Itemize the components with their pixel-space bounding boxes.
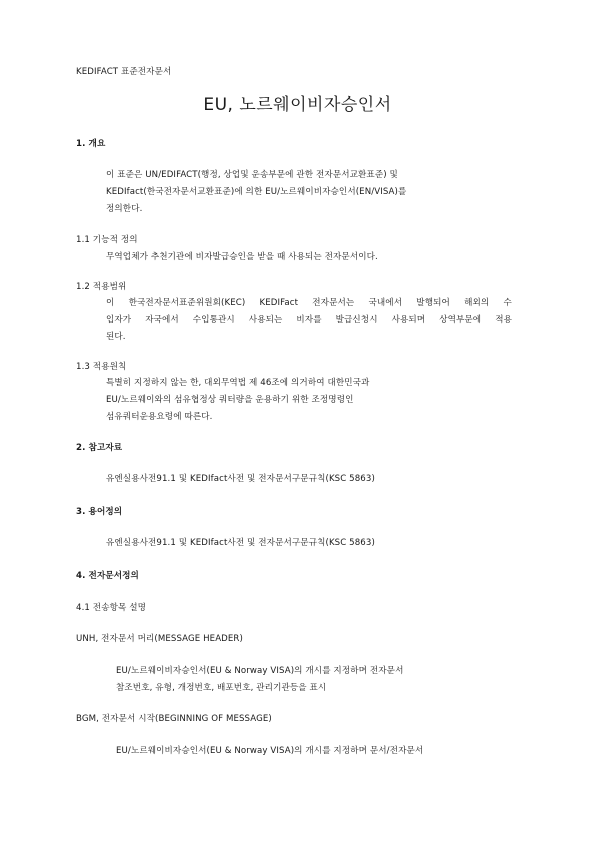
unh-line-2: 참조번호, 유형, 개정번호, 배포번호, 관리기관등을 표시 (116, 683, 327, 693)
section-3-heading: 3. 용어정의 (76, 507, 123, 517)
word: 상역부문에 (439, 315, 482, 325)
section-1-2-line-2 (106, 315, 512, 326)
word: 전자문서는 (312, 298, 355, 308)
word: 적용 (495, 315, 512, 325)
section-1-2-line-3: 된다. (106, 332, 126, 342)
section-1-1-heading: 1.1 기능적 정의 (76, 235, 138, 245)
section-1-3-line-2: EU/노르웨이와의 섬유협정상 쿼터량을 운용하기 위한 조정명령인 (106, 395, 354, 405)
word: 비자를 (296, 315, 322, 325)
word: 입자가 (106, 315, 132, 325)
section-1-2-line-1 (106, 298, 512, 309)
unh-heading: UNH, 전자문서 머리(MESSAGE HEADER) (76, 634, 243, 644)
word: 한국전자문서표준위원회(KEC) (128, 298, 246, 308)
word: 해외의 (464, 298, 490, 308)
section-4-heading: 4. 전자문서정의 (76, 571, 139, 581)
section-2-heading: 2. 참고자료 (76, 443, 123, 453)
section-1-intro-line-3: 정의한다. (106, 204, 143, 214)
section-1-1-text: 무역업체가 추천기관에 비자발급승인을 받을 때 사용되는 전자문서이다. (106, 252, 378, 262)
unh-line-1: EU/노르웨이비자승인서(EU & Norway VISA)의 개시를 지정하며 전자문서 (116, 666, 404, 676)
word: 사용되는 (248, 315, 283, 325)
bgm-line-1: EU/노르웨이비자승인서(EU & Norway VISA)의 개시를 지정하며 문서/전자문서 (116, 746, 424, 756)
word: 사용되며 (391, 315, 426, 325)
word: 수 (503, 298, 512, 308)
section-2-text: 유엔실용사전91.1 및 KEDIfact사전 및 전자문서구문규칙(KSC 5863) (106, 474, 375, 484)
word: 자국에서 (145, 315, 179, 325)
word: 이 (106, 298, 115, 308)
section-1-3-heading: 1.3 적용원칙 (76, 362, 127, 372)
word: 수입통관시 (192, 315, 235, 325)
document-header: KEDIFACT 표준전자문서 (76, 67, 172, 77)
section-1-intro-line-1: 이 표준은 UN/EDIFACT(행정, 상업및 운송부문에 관한 전자문서교환표준) 및 (106, 170, 398, 180)
section-1-3-line-3: 섬유쿼터운용요령에 따른다. (106, 412, 213, 422)
section-3-text: 유엔실용사전91.1 및 KEDIfact사전 및 전자문서구문규칙(KSC 5863) (106, 538, 375, 548)
bgm-heading: BGM, 전자문서 시작(BEGINNING OF MESSAGE) (76, 714, 272, 724)
word: 발급신청시 (335, 315, 378, 325)
section-4-1-heading: 4.1 전송항목 설명 (76, 603, 147, 613)
section-1-3-line-1: 특별히 지정하지 않는 한, 대외무역법 제 46조에 의거하여 대한민국과 (106, 378, 370, 388)
document-title: EU, 노르웨이비자승인서 (203, 95, 392, 115)
section-1-intro-line-2: KEDIfact(한국전자문서교환표준)에 의한 EU/노르웨이비자승인서(EN/VISA)를 (106, 187, 407, 197)
word: 국내에서 (368, 298, 403, 308)
section-1-2-heading: 1.2 적용범위 (76, 282, 127, 292)
word: KEDIFact (259, 298, 299, 308)
section-1-heading: 1. 개요 (76, 139, 106, 149)
word: 발행되어 (416, 298, 450, 308)
